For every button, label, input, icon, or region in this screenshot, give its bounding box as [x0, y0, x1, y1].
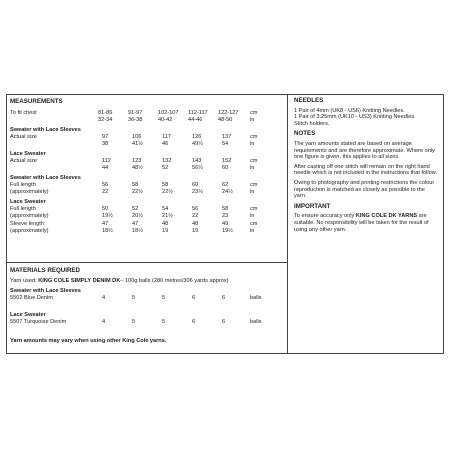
important-post: are suitable. No responsibility will be taken for the result of using any other yarn.: [294, 213, 429, 233]
cell-cm: 60: [192, 182, 199, 188]
yarn-prefix: Yarn used:: [10, 278, 39, 284]
row-label: Full length: [10, 206, 36, 212]
size-in-header: 44-46: [188, 117, 203, 123]
group-title: Lace Sweater: [10, 151, 46, 157]
cell-in: 23½: [192, 189, 203, 195]
cell-in: 38: [102, 141, 109, 147]
cell-in: 24½: [222, 189, 233, 195]
important-heading: IMPORTANT: [294, 202, 331, 210]
material-title: Lace Sweater: [10, 312, 46, 318]
row-label: Actual size: [10, 158, 38, 164]
cell-cm: 58: [162, 182, 169, 188]
cell-cm: 58: [222, 206, 229, 212]
row-label: Sleeve length: [10, 221, 44, 227]
size-cm-header: 112-117: [188, 110, 208, 116]
cell-cm: 58: [132, 182, 139, 188]
section-divider: [6, 262, 288, 263]
cell-cm: 49: [222, 221, 229, 227]
notes-paragraph-3: Owing to photography and printing restrictions the colour reproduction is matched as closely as possible to the yarn.: [294, 179, 435, 200]
cell-cm: 48: [162, 221, 169, 227]
important-text: [294, 213, 438, 233]
unit-cm: cm: [250, 221, 258, 227]
size-cm-header: 122-127: [218, 110, 239, 116]
cell-cm: 62: [222, 182, 229, 188]
unit-in: in: [250, 141, 255, 147]
size-cm-header: 102-107: [158, 110, 179, 116]
cell-cm: 126: [192, 134, 202, 140]
unit-in: in: [250, 165, 255, 171]
material-colour: 5502 Blue Denim: [10, 295, 53, 301]
group-title: Sweater with Lace Sleeves: [10, 175, 81, 181]
cell-cm: 56: [102, 182, 109, 188]
material-unit: balls: [250, 319, 262, 325]
group-title: Sweater with Lace Sleeves: [10, 127, 81, 133]
unit-in: in: [250, 228, 255, 234]
cell-in: 54: [222, 141, 229, 147]
cell-cm: 132: [162, 158, 172, 164]
unit-cm: cm: [250, 206, 258, 212]
cell-in: 19: [162, 228, 169, 234]
notes-paragraph-1: The yarn amounts stated are based on average requirements and are therefore approximate. Where only one figure is given, this applies to all sizes.: [294, 140, 435, 161]
material-balls: 4: [102, 295, 106, 301]
to-fit-label: To fit chest: [10, 110, 37, 116]
row-label-sub: (approximately): [10, 189, 49, 195]
cell-in: 19½: [222, 228, 233, 234]
cell-in: 60: [222, 165, 229, 171]
yarn-name: KING COLE SIMPLY DENIM DK: [38, 278, 121, 284]
cell-cm: 123: [132, 158, 142, 164]
cell-cm: 47: [102, 221, 109, 227]
cell-cm: 52: [132, 206, 139, 212]
size-in-header: 32-34: [98, 117, 113, 123]
column-divider: [287, 94, 288, 354]
cell-cm: 117: [162, 134, 171, 140]
notes-paragraph-2: After casting off one stitch will remain on the right hand needle which is not included in the instructions that follow.: [294, 163, 438, 177]
needles-line-3: Stitch holders.: [294, 120, 330, 127]
cell-in: 48½: [132, 165, 143, 171]
cell-in: 22½: [132, 189, 143, 195]
cell-in: 18½: [102, 228, 113, 234]
cell-in: 19: [192, 228, 199, 234]
material-balls: 5: [132, 319, 136, 325]
material-balls: 6: [192, 295, 196, 301]
important-brand: KING COLE DK YARNS: [355, 213, 418, 220]
yarn-suffix: – 100g balls (280 metres/306 yards approx): [120, 278, 229, 284]
materials-heading: MATERIALS REQUIRED: [10, 267, 81, 274]
cell-cm: 47: [132, 221, 139, 227]
unit-in: in: [250, 117, 255, 123]
yarn-used-line: [10, 278, 228, 284]
unit-cm: cm: [250, 134, 258, 140]
size-in-header: 48-50: [218, 117, 233, 123]
material-balls: 5: [162, 295, 166, 301]
needles-line-2: 1 Pair of 3.25mm (UK10 - US3) Knitting Needles.: [294, 114, 416, 121]
unit-cm: cm: [250, 182, 258, 188]
cell-cm: 143: [192, 158, 202, 164]
cell-in: 41½: [132, 141, 143, 147]
cell-cm: 137: [222, 134, 232, 140]
material-colour: 5507 Turquoise Denim: [10, 319, 67, 325]
row-label-sub: (approximately): [10, 213, 49, 219]
size-cm-header: 91-97: [128, 110, 143, 116]
material-balls: 4: [102, 319, 106, 325]
cell-in: 44: [102, 165, 109, 171]
yarn-note: Yarn amounts may vary when using other King Cole yarns.: [10, 338, 167, 344]
cell-in: 18½: [132, 228, 143, 234]
material-balls: 5: [132, 295, 136, 301]
cell-in: 46: [162, 141, 169, 147]
cell-in: 22: [102, 189, 109, 195]
important-pre: To ensure accuracy only: [294, 213, 356, 220]
row-label-sub: (approximately): [10, 228, 49, 234]
cell-cm: 97: [102, 134, 109, 140]
cell-cm: 152: [222, 158, 232, 164]
needles-heading: NEEDLES: [294, 97, 324, 104]
cell-cm: 48: [192, 221, 199, 227]
cell-in: 22½: [162, 189, 173, 195]
cell-cm: 106: [132, 134, 142, 140]
row-label: Full length: [10, 182, 36, 188]
material-balls: 6: [222, 295, 226, 301]
material-title: Sweater with Lace Sleeves: [10, 288, 81, 294]
unit-in: in: [250, 213, 255, 219]
material-unit: balls: [250, 295, 262, 301]
material-balls: 6: [222, 319, 226, 325]
size-cm-header: 81-86: [98, 110, 113, 116]
size-in-header: 36-38: [128, 117, 143, 123]
cell-in: 23: [222, 213, 229, 219]
cell-in: 49½: [192, 141, 203, 147]
cell-in: 21½: [162, 213, 173, 219]
cell-in: 22: [192, 213, 199, 219]
cell-in: 52: [162, 165, 169, 171]
material-balls: 6: [192, 319, 196, 325]
row-label: Actual size: [10, 134, 38, 140]
cell-cm: 56: [192, 206, 199, 212]
cell-cm: 54: [162, 206, 169, 212]
cell-in: 19½: [102, 213, 113, 219]
cell-cm: 112: [102, 158, 111, 164]
cell-cm: 50: [102, 206, 109, 212]
needles-line-1: 1 Pair of 4mm (UK8 - US6) Knitting Needles.: [294, 107, 405, 114]
measurements-heading: MEASUREMENTS: [10, 98, 63, 105]
notes-heading: NOTES: [294, 130, 316, 138]
cell-in: 56½: [192, 165, 203, 171]
unit-in: in: [250, 189, 255, 195]
unit-cm: cm: [250, 110, 258, 116]
right-column: [294, 98, 438, 236]
cell-in: 20½: [132, 213, 143, 219]
unit-cm: cm: [250, 158, 258, 164]
size-in-header: 40-42: [158, 117, 173, 123]
material-balls: 5: [162, 319, 166, 325]
group-title: Lace Sweater: [10, 199, 46, 205]
